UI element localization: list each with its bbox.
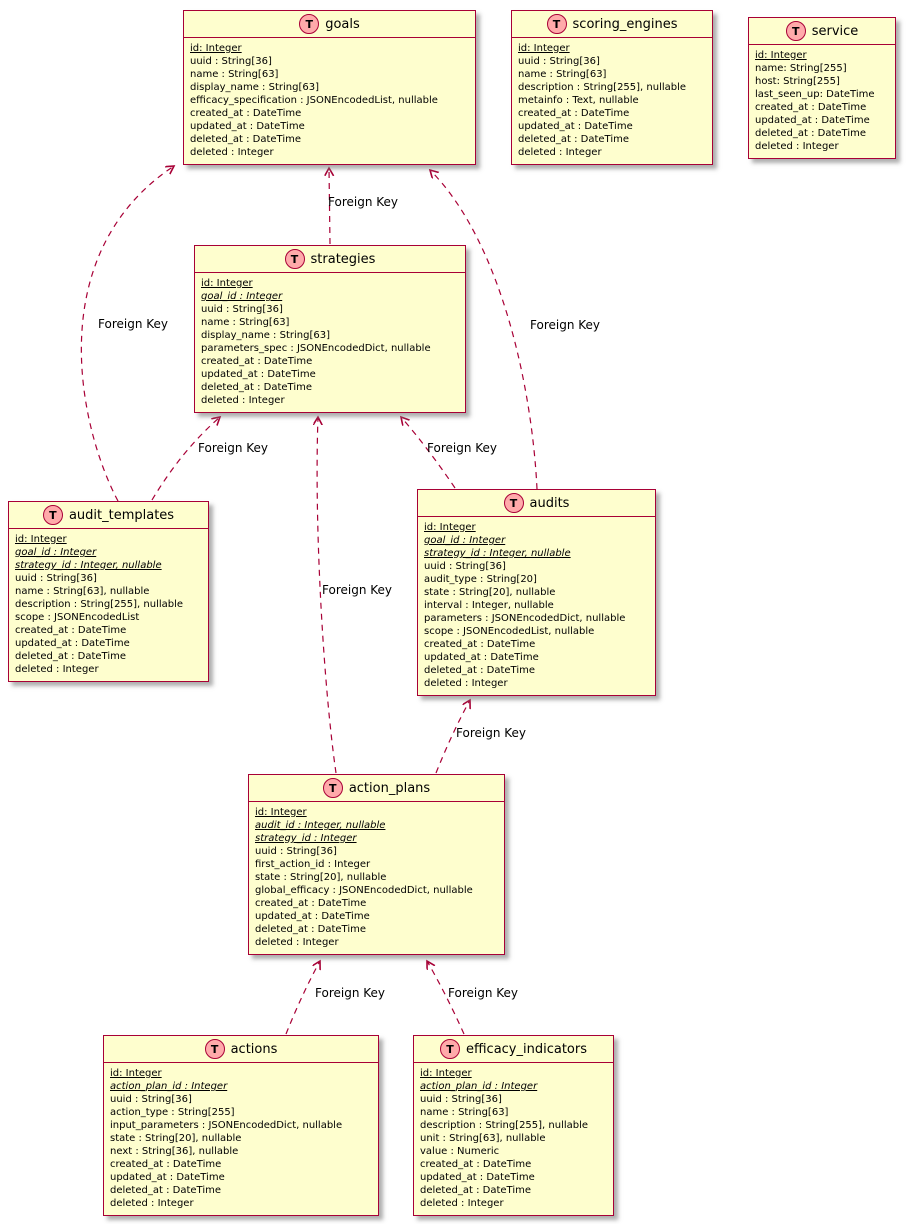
table-title: service [811, 23, 859, 39]
table-efficacy_indicators [413, 1035, 614, 1216]
foreign-key-label: Foreign Key [530, 318, 600, 332]
table-field: deleted_at : DateTime [755, 128, 867, 139]
arrow-audit_templates-to-strategies [152, 417, 220, 500]
table-header [9, 502, 208, 529]
table-field: updated_at : DateTime [190, 121, 305, 132]
table-field: metainfo : Text, nullable [518, 95, 639, 106]
table-field: goal_id : Integer [424, 535, 506, 546]
table-field: id: Integer [424, 522, 476, 533]
table-field: efficacy_specification : JSONEncodedList, nullable [190, 95, 438, 106]
table-field: strategy_id : Integer, nullable [15, 560, 162, 571]
table-action_plans [248, 774, 505, 955]
table-field: created_at : DateTime [755, 102, 867, 113]
table-field: description : String[255], nullable [420, 1120, 589, 1131]
table-field: scope : JSONEncodedList, nullable [424, 626, 595, 637]
table-field: created_at : DateTime [190, 108, 302, 119]
table-header [414, 1036, 613, 1063]
table-fields [195, 273, 465, 412]
table-field: uuid : String[36] [518, 56, 600, 67]
table-field: action_plan_id : Integer [420, 1081, 538, 1092]
table-field: value : Numeric [420, 1146, 500, 1157]
table-field: uuid : String[36] [110, 1094, 192, 1105]
table-type-icon: T [786, 21, 806, 41]
table-field: display_name : String[63] [190, 82, 319, 93]
foreign-key-label: Foreign Key [315, 986, 385, 1000]
table-field: uuid : String[36] [201, 304, 283, 315]
table-field: id: Integer [201, 278, 253, 289]
foreign-key-label: Foreign Key [456, 726, 526, 740]
table-fields [418, 517, 655, 695]
table-field: uuid : String[36] [424, 561, 506, 572]
table-field: state : String[20], nullable [255, 872, 387, 883]
table-field: created_at : DateTime [110, 1159, 222, 1170]
table-field: interval : Integer, nullable [424, 600, 554, 611]
table-field: id: Integer [15, 534, 67, 545]
foreign-key-label: Foreign Key [448, 986, 518, 1000]
table-type-icon: T [43, 505, 63, 525]
table-field: state : String[20], nullable [110, 1133, 242, 1144]
table-scoring_engines [511, 10, 713, 165]
table-field: deleted : Integer [518, 147, 602, 158]
table-field: unit : String[63], nullable [420, 1133, 546, 1144]
table-field: parameters : JSONEncodedDict, nullable [424, 613, 626, 624]
table-type-icon: T [299, 14, 319, 34]
table-type-icon: T [547, 14, 567, 34]
table-field: deleted : Integer [420, 1198, 504, 1209]
table-field: action_plan_id : Integer [110, 1081, 228, 1092]
table-field: deleted : Integer [755, 141, 839, 152]
table-field: uuid : String[36] [15, 573, 97, 584]
table-header [104, 1036, 378, 1063]
table-field: updated_at : DateTime [755, 115, 870, 126]
arrow-audit_templates-to-goals [81, 166, 174, 501]
table-field: name : String[63] [518, 69, 607, 80]
table-field: uuid : String[36] [420, 1094, 502, 1105]
table-goals [183, 10, 476, 165]
table-field: updated_at : DateTime [518, 121, 633, 132]
foreign-key-label: Foreign Key [322, 583, 392, 597]
foreign-key-label: Foreign Key [427, 441, 497, 455]
table-field: audit_type : String[20] [424, 574, 537, 585]
table-field: id: Integer [755, 50, 807, 61]
table-field: uuid : String[36] [255, 846, 337, 857]
table-header [195, 246, 465, 273]
table-field: deleted_at : DateTime [190, 134, 302, 145]
table-title: efficacy_indicators [465, 1041, 588, 1057]
table-title: actions [230, 1041, 278, 1057]
table-field: name: String[255] [755, 63, 847, 74]
table-type-icon: T [440, 1039, 460, 1059]
table-audits [417, 489, 656, 696]
table-field: updated_at : DateTime [255, 911, 370, 922]
table-field: description : String[255], nullable [15, 599, 184, 610]
table-field: global_efficacy : JSONEncodedDict, nullable [255, 885, 473, 896]
table-field: uuid : String[36] [190, 56, 272, 67]
table-field: host: String[255] [755, 76, 840, 87]
table-field: created_at : DateTime [15, 625, 127, 636]
table-field: audit_id : Integer, nullable [255, 820, 386, 831]
table-field: updated_at : DateTime [201, 369, 316, 380]
table-header [184, 11, 475, 38]
table-field: updated_at : DateTime [110, 1172, 225, 1183]
table-field: updated_at : DateTime [15, 638, 130, 649]
table-field: deleted_at : DateTime [201, 382, 313, 393]
table-field: deleted_at : DateTime [518, 134, 630, 145]
table-field: goal_id : Integer [15, 547, 97, 558]
table-field: id: Integer [190, 43, 242, 54]
table-service [748, 17, 896, 159]
table-fields [414, 1063, 613, 1215]
table-title: goals [325, 16, 360, 32]
table-field: deleted : Integer [255, 937, 339, 948]
table-field: deleted_at : DateTime [424, 665, 536, 676]
foreign-key-label: Foreign Key [328, 195, 398, 209]
table-field: name : String[63], nullable [15, 586, 150, 597]
table-field: next : String[36], nullable [110, 1146, 239, 1157]
table-field: strategy_id : Integer, nullable [424, 548, 571, 559]
table-field: deleted : Integer [110, 1198, 194, 1209]
table-field: deleted_at : DateTime [255, 924, 367, 935]
table-field: deleted : Integer [15, 664, 99, 675]
table-field: action_type : String[255] [110, 1107, 235, 1118]
table-field: created_at : DateTime [201, 356, 313, 367]
table-field: input_parameters : JSONEncodedDict, nullable [110, 1120, 343, 1131]
table-header [249, 775, 504, 802]
table-field: display_name : String[63] [201, 330, 330, 341]
table-field: scope : JSONEncodedList [15, 612, 140, 623]
table-field: parameters_spec : JSONEncodedDict, nullable [201, 343, 431, 354]
table-header [749, 18, 895, 45]
foreign-key-label: Foreign Key [98, 317, 168, 331]
table-field: deleted_at : DateTime [15, 651, 127, 662]
table-field: goal_id : Integer [201, 291, 283, 302]
table-field: strategy_id : Integer [255, 833, 357, 844]
table-type-icon: T [504, 493, 524, 513]
table-title: audits [529, 495, 570, 511]
table-header [418, 490, 655, 517]
table-title: strategies [310, 251, 376, 267]
table-field: deleted : Integer [424, 678, 508, 689]
table-field: created_at : DateTime [420, 1159, 532, 1170]
table-field: name : String[63] [201, 317, 290, 328]
table-field: state : String[20], nullable [424, 587, 556, 598]
table-field: id: Integer [110, 1068, 162, 1079]
table-type-icon: T [323, 778, 343, 798]
table-field: created_at : DateTime [518, 108, 630, 119]
table-field: id: Integer [518, 43, 570, 54]
table-field: deleted : Integer [190, 147, 274, 158]
table-title: action_plans [348, 780, 431, 796]
table-header [512, 11, 712, 38]
table-title: audit_templates [68, 507, 175, 523]
table-field: created_at : DateTime [255, 898, 367, 909]
table-field: last_seen_up: DateTime [755, 89, 875, 100]
table-fields [249, 802, 504, 954]
table-fields [512, 38, 712, 164]
table-title: scoring_engines [572, 16, 678, 32]
table-field: name : String[63] [420, 1107, 509, 1118]
table-actions [103, 1035, 379, 1216]
table-fields [9, 529, 208, 681]
table-type-icon: T [205, 1039, 225, 1059]
table-field: description : String[255], nullable [518, 82, 687, 93]
table-fields [104, 1063, 378, 1215]
table-fields [184, 38, 475, 164]
table-field: deleted : Integer [201, 395, 285, 406]
table-field: name : String[63] [190, 69, 279, 80]
table-field: updated_at : DateTime [424, 652, 539, 663]
foreign-key-label: Foreign Key [198, 441, 268, 455]
table-type-icon: T [285, 249, 305, 269]
table-fields [749, 45, 895, 158]
table-field: id: Integer [420, 1068, 472, 1079]
table-field: id: Integer [255, 807, 307, 818]
table-field: deleted_at : DateTime [110, 1185, 222, 1196]
table-strategies [194, 245, 466, 413]
table-audit_templates [8, 501, 209, 682]
table-field: deleted_at : DateTime [420, 1185, 532, 1196]
table-field: first_action_id : Integer [255, 859, 371, 870]
table-field: updated_at : DateTime [420, 1172, 535, 1183]
table-field: created_at : DateTime [424, 639, 536, 650]
